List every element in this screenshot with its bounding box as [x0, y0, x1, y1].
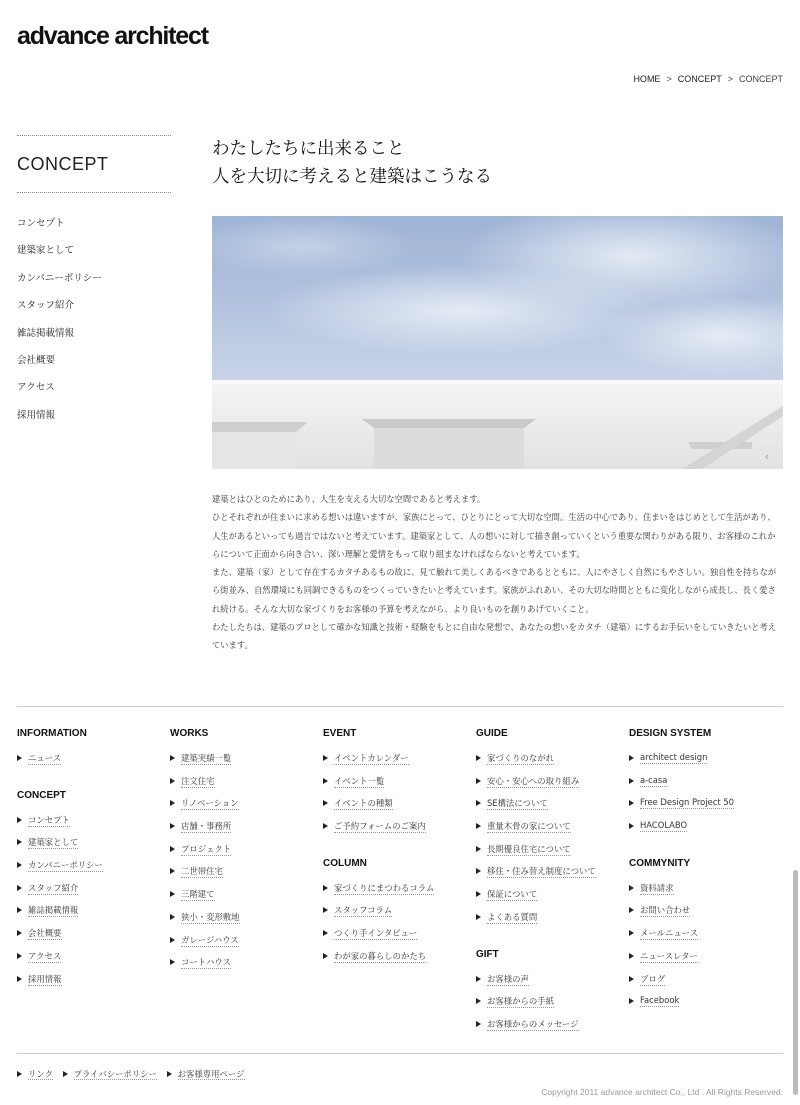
- main-content: [212, 135, 783, 651]
- footer-column-guide: [476, 728, 596, 1041]
- footer-link[interactable]: 長期優良住宅について: [476, 843, 596, 866]
- footer-heading-gift: GIFT: [476, 948, 499, 960]
- concept-paragraph: 建築とはひとのためにあり、人生を支える大切な空間であると考えます。: [212, 494, 486, 504]
- footer-link[interactable]: スタッフ紹介: [17, 882, 103, 905]
- footer-link[interactable]: 三階建て: [170, 888, 240, 911]
- footer-link[interactable]: アクセス: [17, 950, 103, 973]
- footer-link[interactable]: 重量木骨の家について: [476, 820, 596, 843]
- sidebar-item-architect[interactable]: 建築家として: [17, 245, 75, 257]
- footer-link-links[interactable]: リンク: [17, 1068, 53, 1080]
- footer-heading-works: WORKS: [170, 728, 209, 739]
- footer-link[interactable]: お客様からのメッセージ: [476, 1018, 596, 1041]
- sidebar-item-access[interactable]: アクセス: [17, 382, 55, 394]
- footer-column-works: [170, 728, 240, 979]
- footer-link[interactable]: 狭小・変形敷地: [170, 911, 240, 934]
- footer-heading-concept: CONCEPT: [17, 789, 66, 801]
- footer-link[interactable]: architect design: [629, 752, 734, 775]
- breadcrumb-separator: >: [727, 74, 733, 84]
- footer-heading-column: COLUMN: [323, 857, 367, 869]
- footer-link[interactable]: 建築実績一覧: [170, 752, 240, 775]
- sidebar-title: CONCEPT: [17, 154, 109, 174]
- footer-link[interactable]: 二世帯住宅: [170, 865, 240, 888]
- site-logo[interactable]: advance architect: [17, 22, 208, 50]
- footer-link[interactable]: イベント一覧: [323, 775, 434, 798]
- footer-heading-event: EVENT: [323, 728, 357, 739]
- sidebar-item-recruit[interactable]: 採用情報: [17, 409, 56, 421]
- concept-paragraph: ひとそれぞれが住まいに求める想いは違いますが、家族にとって、ひとりにとって大切な空間。生活の中心であり、住まいをはじめとして生活があり、人生があるといっても過言ではないと考えています。建築家として、人の想いに対して描き創っていくという重要な関わりがある限り、お客様のこれからについて正面から向き合い、深い理解と愛情をもって取り組まなければならないと考えています。: [212, 512, 776, 559]
- footer-bottom-links: [17, 1068, 252, 1080]
- footer-link[interactable]: ニュースレター: [629, 950, 734, 973]
- footer-link[interactable]: わが家の暮らしのかたち: [323, 950, 434, 973]
- breadcrumb: [633, 74, 783, 84]
- footer-bottom-divider: [17, 1053, 783, 1054]
- footer-link[interactable]: 移住・住み替え制度について: [476, 865, 596, 888]
- footer-link[interactable]: HACOLABO: [629, 820, 734, 843]
- footer-link[interactable]: リノベーション: [170, 797, 240, 820]
- footer-link[interactable]: コンセプト: [17, 814, 103, 837]
- footer-link[interactable]: 家づくりのながれ: [476, 752, 596, 775]
- footer-link[interactable]: 家づくりにまつわるコラム: [323, 882, 434, 905]
- footer-heading-information: INFORMATION: [17, 728, 87, 739]
- footer-link[interactable]: 会社概要: [17, 927, 103, 950]
- footer-link[interactable]: Facebook: [629, 995, 734, 1018]
- footer-column-event: [323, 728, 434, 973]
- svg-text:‹: ‹: [764, 450, 770, 463]
- footer-link[interactable]: a-casa: [629, 775, 734, 798]
- footer-link[interactable]: お客様の声: [476, 973, 596, 996]
- footer-link[interactable]: プロジェクト: [170, 843, 240, 866]
- hero-image: [212, 216, 783, 469]
- footer-link-customer-page[interactable]: お客様専用ページ: [167, 1068, 245, 1080]
- sidebar: [17, 135, 171, 434]
- breadcrumb-current: CONCEPT: [738, 74, 783, 84]
- scrollbar[interactable]: [793, 870, 798, 1095]
- footer-link[interactable]: つくり手インタビュー: [323, 927, 434, 950]
- footer-link[interactable]: カンパニーポリシー: [17, 859, 103, 882]
- sidebar-item-company-policy[interactable]: カンパニーポリシー: [17, 272, 102, 284]
- page-title-line2: 人を大切に考えると建築はこうなる: [212, 167, 492, 187]
- footer-link[interactable]: お客様からの手紙: [476, 995, 596, 1018]
- footer-link[interactable]: Free Design Project 50: [629, 797, 734, 820]
- footer-column-information: [17, 728, 103, 995]
- footer-link[interactable]: 採用情報: [17, 973, 103, 996]
- sidebar-item-company[interactable]: 会社概要: [17, 354, 56, 366]
- sidebar-item-concept[interactable]: コンセプト: [17, 218, 65, 229]
- concept-paragraph: また、建築（家）として存在するカタチあるもの故に、見て触れて美しくあるべきであるとともに、人にやさしく自然にもやさしい。独自性を持ちながら街並み、自然環境にも同調できるものをつくっていきたいと考えています。家族がふれあい、その大切な時間とともに変化しながら成長し、長く愛され続ける。そんな大切な家づくりをお客様の予算を考えながら、より良いものを創りあげていくこと。: [212, 567, 777, 614]
- copyright: Copyright 2011 advance architect Co., Ltd . All Rights Reserved.: [541, 1087, 783, 1097]
- breadcrumb-home[interactable]: HOME: [633, 74, 661, 84]
- concept-paragraph: わたしたちは、建築のプロとして確かな知識と技術・経験をもとに自由な発想で、あなたの想いをカタチ（建築）にするお手伝いをしていきたいと考えています。: [212, 622, 777, 651]
- footer-column-design-system: [629, 728, 734, 1018]
- footer-link-privacy[interactable]: プライバシーポリシー: [63, 1068, 157, 1080]
- footer-link[interactable]: 注文住宅: [170, 775, 240, 798]
- concept-text: [212, 490, 783, 655]
- footer-link[interactable]: スタッフコラム: [323, 904, 434, 927]
- sidebar-item-magazine[interactable]: 雑誌掲載情報: [17, 327, 75, 339]
- page-title: [212, 135, 783, 191]
- footer-link[interactable]: メールニュース: [629, 927, 734, 950]
- footer-link[interactable]: コートハウス: [170, 956, 240, 979]
- hero-photo: [212, 216, 783, 469]
- footer-link[interactable]: SE構法について: [476, 797, 596, 820]
- footer-link[interactable]: 資料請求: [629, 882, 734, 905]
- footer-link[interactable]: 安心・安心への取り組み: [476, 775, 596, 798]
- footer-link[interactable]: ご予約フォームのご案内: [323, 820, 434, 843]
- footer-link[interactable]: イベントカレンダー: [323, 752, 434, 775]
- footer-link[interactable]: お問い合わせ: [629, 904, 734, 927]
- footer-link[interactable]: 雑誌掲載情報: [17, 904, 103, 927]
- footer-heading-community: COMMYNITY: [629, 857, 691, 869]
- footer-link[interactable]: イベントの種類: [323, 797, 434, 820]
- page-title-line1: わたしたちに出来ること: [212, 139, 405, 159]
- footer-link[interactable]: よくある質問: [476, 911, 596, 934]
- sidebar-menu: [17, 193, 171, 434]
- breadcrumb-separator: >: [666, 74, 672, 84]
- footer-link[interactable]: ニュース: [17, 752, 103, 775]
- footer-link[interactable]: 店舗・事務所: [170, 820, 240, 843]
- footer-heading-guide: GUIDE: [476, 728, 508, 739]
- footer-link[interactable]: ガレージハウス: [170, 934, 240, 957]
- footer-link[interactable]: 保証について: [476, 888, 596, 911]
- footer-heading-design-system: DESIGN SYSTEM: [629, 728, 712, 739]
- footer-link[interactable]: ブログ: [629, 973, 734, 996]
- sidebar-item-staff[interactable]: スタッフ紹介: [17, 300, 75, 312]
- footer-divider: [17, 706, 783, 707]
- breadcrumb-concept[interactable]: CONCEPT: [677, 74, 722, 84]
- footer-link[interactable]: 建築家として: [17, 836, 103, 859]
